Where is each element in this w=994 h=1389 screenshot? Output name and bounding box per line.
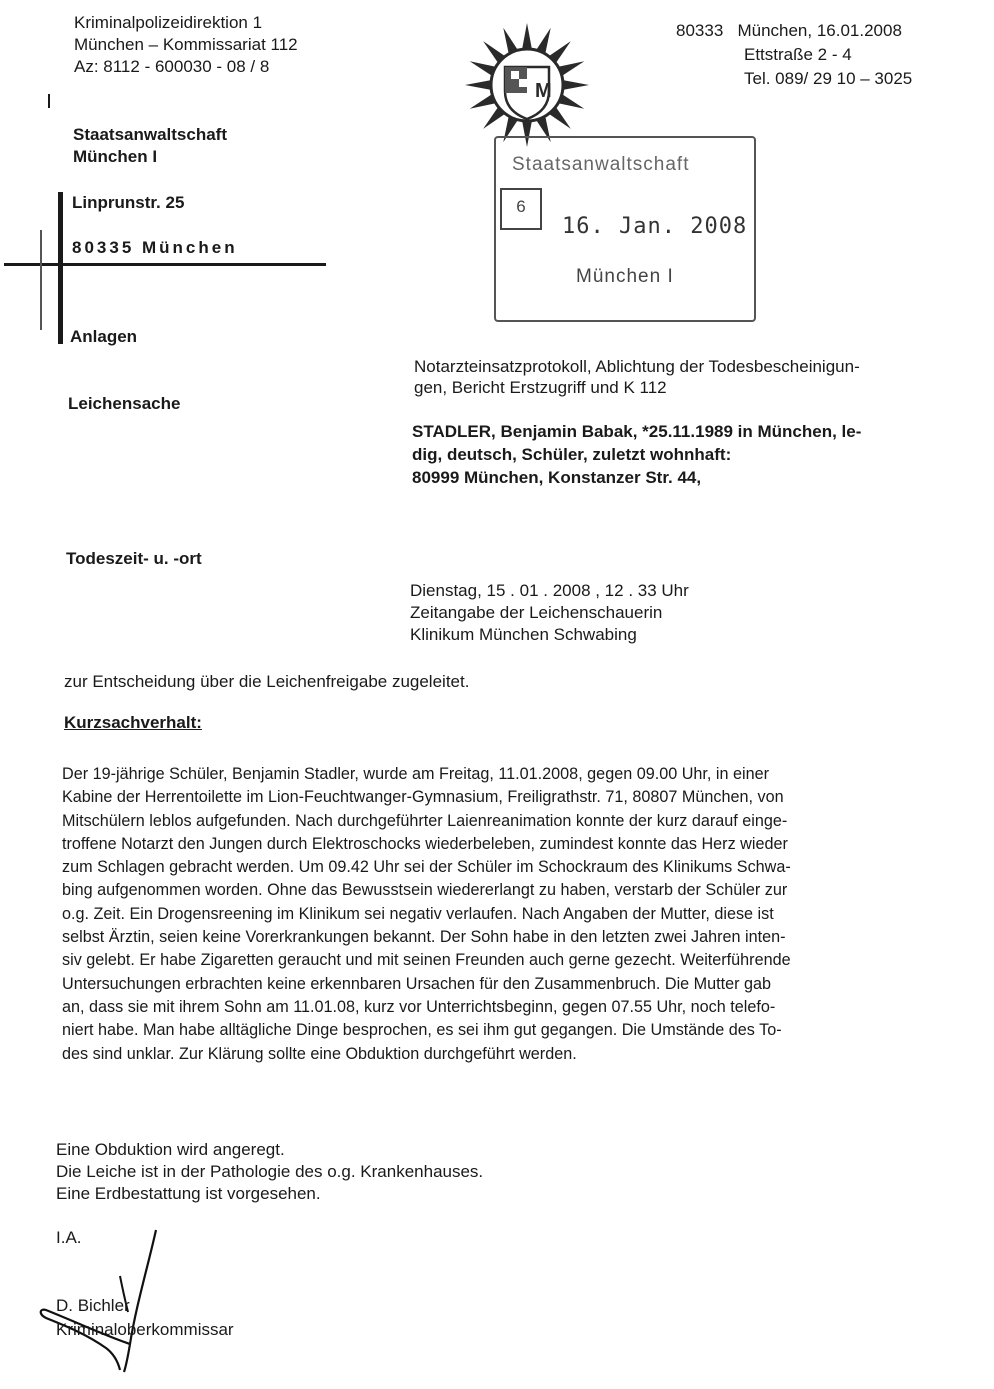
summary-line: troffene Notarzt den Jungen durch Elektroschocks wiederbeleben, zumindest konnte das Herz wieder (62, 834, 788, 853)
recipient-block (73, 124, 227, 168)
office-address (676, 19, 912, 91)
recipient-line-1: Staatsanwaltschaft (73, 125, 227, 144)
label-anlagen: Anlagen (70, 327, 138, 346)
summary-line: siv gelebt. Er habe Zigaretten geraucht und mit seinen Freunden auch gerne gezecht. Weiterführende (62, 951, 791, 970)
person-line: dig, deutsch, Schüler, zuletzt wohnhaft: (412, 445, 732, 464)
closing-line: Eine Obduktion wird angeregt. (56, 1140, 285, 1159)
summary-line: des sind unklar. Zur Klärung sollte eine Obduktion durchgeführt werden. (62, 1044, 577, 1063)
police-star-emblem-icon (462, 20, 592, 150)
summary-line: Untersuchungen erbrachten keine erkennbaren Ursachen für den Zusammenbruch. Die Mutter gab (62, 974, 772, 993)
signatory-title: Kriminaloberkommissar (56, 1320, 234, 1339)
deceased-person-details (412, 420, 861, 489)
recipient-line-2: München I (73, 147, 158, 166)
office-phone: Tel. 089/ 29 10 – 3025 (744, 69, 913, 88)
summary-line: zum Schlagen gebracht werden. Um 09.42 Uhr sei der Schüler im Schockraum des Klinikums Schwa- (62, 858, 791, 877)
attachments-text (414, 356, 860, 398)
receipt-stamp (494, 136, 756, 322)
sender-line-1: Kriminalpolizeidirektion 1 (74, 13, 263, 32)
summary-line: niert habe. Man habe alltägliche Dinge besprochen, es sei ihm gut gegangen. Die Umstände des To- (62, 1021, 782, 1040)
time-line: Klinikum München Schwabing (410, 625, 637, 644)
label-todeszeit: Todeszeit- u. -ort (66, 549, 202, 568)
recipient-city: 80335 München (72, 238, 238, 257)
summary-line: Kabine der Herrentoilette im Lion-Feuchtwanger-Gymnasium, Freiligrathstr. 71, 80807 München, von (62, 788, 784, 807)
label-leichensache: Leichensache (68, 394, 181, 413)
summary-line: bing aufgenommen worden. Ohne das Bewusstsein wiedererlangt zu haben, verstarb der Schüler zur (62, 881, 788, 900)
office-postcode: 80333 (676, 21, 724, 40)
forwarding-note: zur Entscheidung über die Leichenfreigabe zugeleitet. (64, 672, 470, 691)
summary-line: an, dass sie mit ihrem Sohn am 11.01.08, kurz vor Unterrichtsbeginn, gegen 07.55 Uhr, noch telefo- (62, 997, 776, 1016)
closing-line: Die Leiche ist in der Pathologie des o.g. Krankenhauses. (56, 1162, 484, 1181)
stamp-box-number: 6 (500, 188, 542, 230)
stamp-date: 16. Jan. 2008 (562, 214, 748, 239)
stamp-title: Staatsanwaltschaft (512, 154, 690, 175)
margin-mark-left (40, 230, 42, 330)
svg-text:M: M (535, 80, 552, 102)
summary-heading: Kurzsachverhalt: (64, 713, 202, 732)
attachments-line: Notarzteinsatzprotokoll, Ablichtung der Todesbescheinigun- (414, 357, 860, 376)
time-line: Dienstag, 15 . 01 . 2008 , 12 . 33 Uhr (410, 581, 689, 600)
closing-statements (56, 1139, 483, 1205)
summary-paragraph (62, 763, 956, 1066)
time-place-details (410, 580, 689, 646)
stamp-city: München I (576, 266, 674, 287)
summary-line: selbst Ärztin, seien keine Vorerkrankungen bekannt. Der Sohn habe in den letzten zwei Jahren inten- (62, 928, 786, 947)
summary-line: Mitschülern leblos aufgefunden. Nach durchgeführter Laienreanimation konnte der kurz darauf einge- (62, 811, 788, 830)
postcode-date-line (676, 19, 912, 43)
margin-tick (48, 94, 50, 108)
signatory-name: D. Bichler (56, 1296, 130, 1315)
summary-line: o.g. Zeit. Ein Drogensreening im Klinikum sei negativ verlaufen. Nach Angaben der Mutter, diese ist (62, 904, 774, 923)
margin-bar-vertical (58, 192, 63, 344)
sender-line-2: München – Kommissariat 112 (74, 35, 298, 54)
person-line: 80999 München, Konstanzer Str. 44, (412, 468, 702, 487)
city-date: München, 16.01.2008 (737, 21, 902, 40)
person-line: STADLER, Benjamin Babak, *25.11.1989 in München, le- (412, 422, 862, 441)
time-line: Zeitangabe der Leichenschauerin (410, 603, 663, 622)
summary-line: Der 19-jährige Schüler, Benjamin Stadler, wurde am Freitag, 11.01.2008, gegen 09.00 Uhr, in einer (62, 765, 769, 783)
closing-line: Eine Erdbestattung ist vorgesehen. (56, 1184, 321, 1203)
fold-mark-horizontal (4, 263, 326, 266)
sender-block (74, 12, 298, 78)
file-reference: Az: 8112 - 600030 - 08 / 8 (74, 57, 270, 76)
attachments-line: gen, Bericht Erstzugriff und K 112 (414, 378, 667, 397)
signoff-ia: I.A. (56, 1228, 82, 1247)
office-street: Ettstraße 2 - 4 (744, 45, 852, 64)
recipient-street: Linprunstr. 25 (72, 193, 185, 212)
